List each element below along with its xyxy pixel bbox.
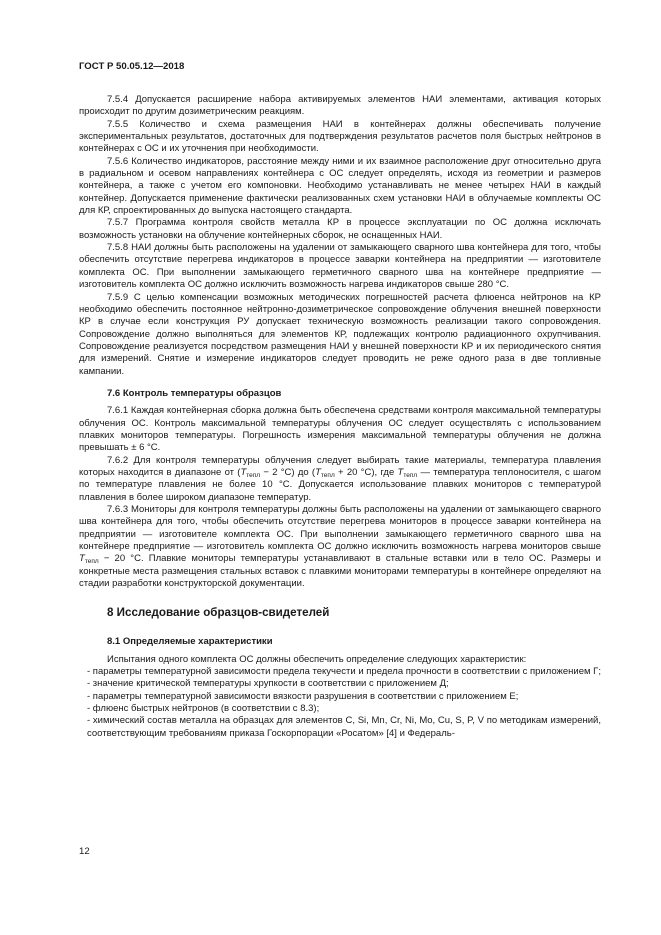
section-heading-8: 8 Исследование образцов-свидетелей xyxy=(107,606,330,620)
list-item: - значение критической температуры хрупкости в соответствии с приложением Д; xyxy=(87,678,449,690)
paragraph-7-5-7: 7.5.7 Программа контроля свойств металла КР в процессе эксплуатации по ОС должна исключать возможность установки на облучение контейнерных сборок, не оснащенных НАИ. xyxy=(79,217,601,241)
paragraph-8-1-intro: Испытания одного комплекта ОС должны обеспечить определение следующих характеристик: xyxy=(107,653,527,665)
paragraph-7-5-4: 7.5.4 Допускается расширение набора активируемых элементов НАИ элементами, активация которых происходит по другим дозиметрическим реакциям. xyxy=(79,94,601,118)
paragraph-7-6-1: 7.6.1 Каждая контейнерная сборка должна быть обеспечена средствами контроля максимальной температуры облучения ОС. Контроль максимальной температуры облучения ОС следует осуществлять с использованием плавких мониторов температуры. Погрешность измерения максимальной температуры облучения не должна превышать ± 6 °С. xyxy=(79,405,601,454)
paragraph-7-6-2: 7.6.2 Для контроля температуры облучения следует выбирать такие материалы, температура плавления которых находится в диапазоне от ($T_{тепл} - 2$ °С) до ($T_{тепл} + 20$ °С), где $T_{тепл}$ — температура теплоносителя, с шагом по температуре плавления не более 10 °С. Допускается использование плавких мониторов с температурой плавления в более широком диапазоне температур. xyxy=(79,454,601,503)
document-body xyxy=(79,94,601,740)
paragraph-7-5-9: 7.5.9 С целью компенсации возможных методических погрешностей расчета флюенса нейтронов на КР необходимо обеспечить постоянное нейтронно-дозиметрическое сопровождение облучения внешней поверхности КР в случае если конструкция РУ допускает техническую возможность реализации такого сопровождения. Сопровождение должно выполняться для элементов КР, подлежащих контролю радиационного охрупчивания. Сопровождение реализуется посредством размещения НАИ у внешней поверхности КР и их периодического снятия для измерений. Снятие и измерение индикаторов следует проводить не реже одного раза в две топливные кампании. xyxy=(79,291,601,377)
list-item: - параметры температурной зависимости вязкости разрушения в соответствии с приложением Е; xyxy=(87,690,519,702)
page-number: 12 xyxy=(79,846,90,857)
paragraph-7-5-8: 7.5.8 НАИ должны быть расположены на удалении от замыкающего сварного шва контейнера для того, чтобы обеспечить отсутствие перегрева индикаторов в процессе заварки контейнера на предприятии — изготовителе комплекта ОС. При выполнении замыкающего герметичного сварного шва на контейнере предприятие — изготовитель комплекта ОС должно исключить возможность нагрева индикаторов свыше 280 °С. xyxy=(79,242,601,291)
subsection-heading-8-1: 8.1 Определяемые характеристики xyxy=(107,636,273,648)
list-item: - химический состав металла на образцах для элементов С, Si, Mn, Cr, Ni, Mo, Cu, S, P, V по методикам измерений, соответствующим требованиям приказа Госкорпорации «Росатом» [4] и Федераль- xyxy=(87,715,601,739)
paragraph-7-6-3: 7.6.3 Мониторы для контроля температуры должны быть расположены на удалении от замыкающего сварного шва контейнера для того, чтобы обеспечить отсутствие перегрева мониторов в процессе заварки контейнера на предприятии — изготовителе комплекта ОС. При выполнении замыкающего герметичного сварного шва на контейнере предприятие — изготовитель комплекта ОС должно исключить возможность нагрева мониторов свыше $T_{тепл} - 20$ °С. Плавкие мониторы температуры устанавливают в стальные вставки или в тело ОС. Размеры и конкретные места размещения стальных вставок с плавкими мониторами температуры в контейнере определяют на стадии разработки конструкторской документации. xyxy=(79,504,601,590)
document-header: ГОСТ Р 50.05.12—2018 xyxy=(79,61,185,72)
subsection-heading-7-6: 7.6 Контроль температуры образцов xyxy=(107,387,282,399)
paragraph-7-5-5: 7.5.5 Количество и схема размещения НАИ в контейнерах должны обеспечивать получение экспериментальных результатов, достаточных для подтверждения результатов расчетов поля быстрых нейтронов в контейнерах с ОС и их уточнения при необходимости. xyxy=(79,118,601,155)
list-item: - флюенс быстрых нейтронов (в соответствии с 8.3); xyxy=(87,703,320,715)
paragraph-7-5-6: 7.5.6 Количество индикаторов, расстояние между ними и их взаимное расположение друг относительно друга в радиальном и осевом направлениях контейнера с ОС следует определять, исходя из геометрии и размеров контейнера, а также с учетом его компоновки. Необходимо устанавливать не менее четырех НАИ в каждый контейнер. Допускается применение фактически реализованных схем установки НАИ в облучаемые комплекты ОС для КР, спроектированных до выпуска настоящего стандарта. xyxy=(79,155,601,217)
list-item: - параметры температурной зависимости предела текучести и предела прочности в соответствии с приложением Г; xyxy=(87,666,601,678)
